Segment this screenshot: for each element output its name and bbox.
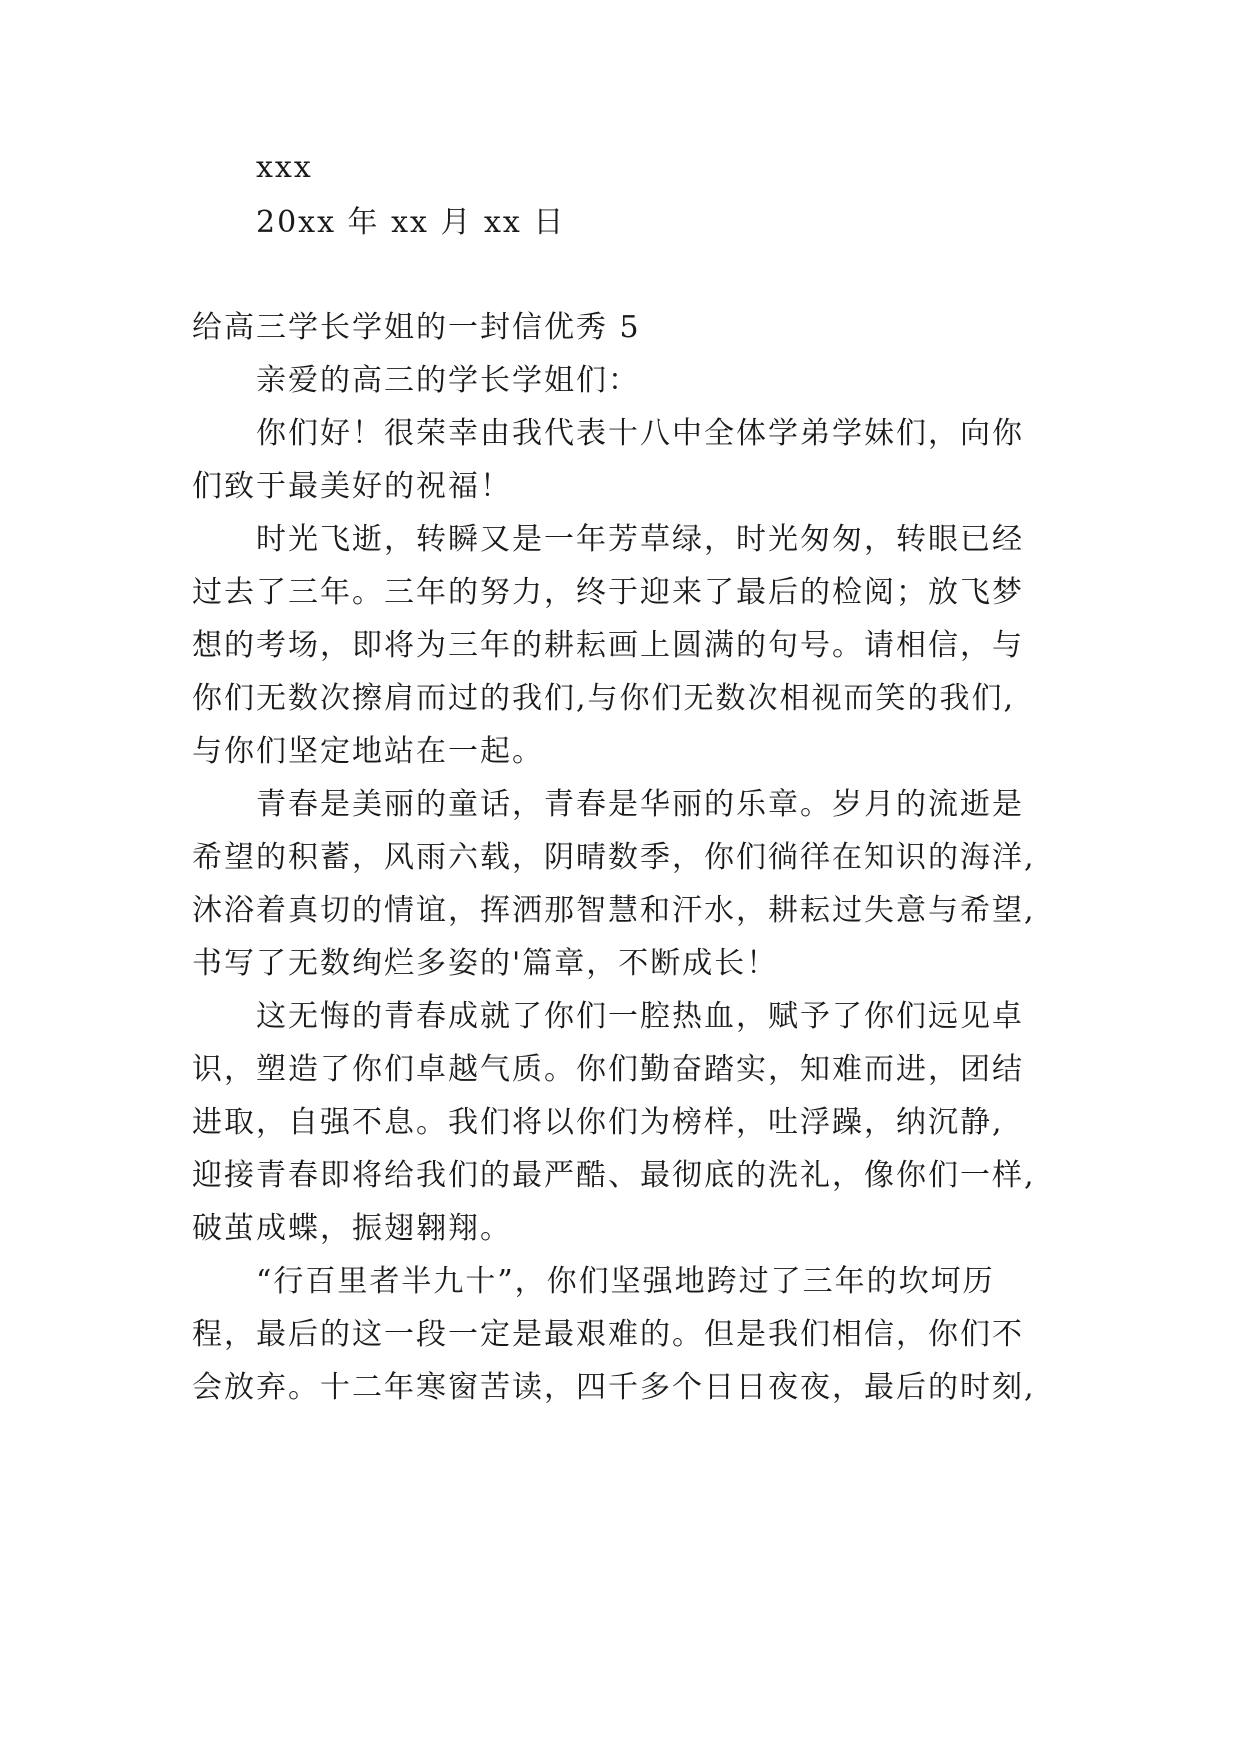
body-line: 程，最后的这一段一定是最艰难的。但是我们相信，你们不 (192, 1317, 1024, 1352)
signature-name: xxx (256, 150, 313, 185)
body-line: 过去了三年。三年的努力，终于迎来了最后的检阅；放飞梦 (192, 575, 1024, 610)
letter-salutation: 亲爱的高三的学长学姐们： (256, 363, 640, 398)
body-line: 识，塑造了你们卓越气质。你们勤奋踏实，知难而进，团结 (192, 1052, 1024, 1087)
body-line: 书写了无数绚烂多姿的'篇章，不断成长！ (192, 946, 779, 981)
letter-title: 给高三学长学姐的一封信优秀 5 (192, 310, 641, 345)
body-line: 想的考场，即将为三年的耕耘画上圆满的句号。请相信，与 (192, 628, 1024, 663)
body-line: 你们好！很荣幸由我代表十八中全体学弟学妹们，向你 (256, 416, 1024, 451)
signature-date: 20xx 年 xx 月 xx 日 (256, 205, 566, 240)
body-line: 青春是美丽的童话，青春是华丽的乐章。岁月的流逝是 (256, 787, 1024, 822)
body-line: 沐浴着真切的情谊，挥洒那智慧和汗水，耕耘过失意与希望, (192, 893, 1036, 928)
body-line: 进取，自强不息。我们将以你们为榜样，吐浮躁，纳沉静, (192, 1105, 1004, 1140)
body-line: 与你们坚定地站在一起。 (192, 734, 544, 769)
body-line: 们致于最美好的祝福！ (192, 469, 512, 504)
body-line: 你们无数次擦肩而过的我们,与你们无数次相视而笑的我们, (192, 681, 1016, 716)
body-line: 希望的积蓄，风雨六载，阴晴数季，你们徜徉在知识的海洋, (192, 840, 1036, 875)
body-line: 迎接青春即将给我们的最严酷、最彻底的洗礼，像你们一样, (192, 1158, 1036, 1193)
body-line: “行百里者半九十”，你们坚强地跨过了三年的坎坷历 (256, 1264, 995, 1299)
body-line: 这无悔的青春成就了你们一腔热血，赋予了你们远见卓 (256, 999, 1024, 1034)
body-line: 会放弃。十二年寒窗苦读，四千多个日日夜夜，最后的时刻, (192, 1370, 1036, 1405)
body-line: 破茧成蝶，振翅翱翔。 (192, 1211, 512, 1246)
body-line: 时光飞逝，转瞬又是一年芳草绿，时光匆匆，转眼已经 (256, 522, 1024, 557)
